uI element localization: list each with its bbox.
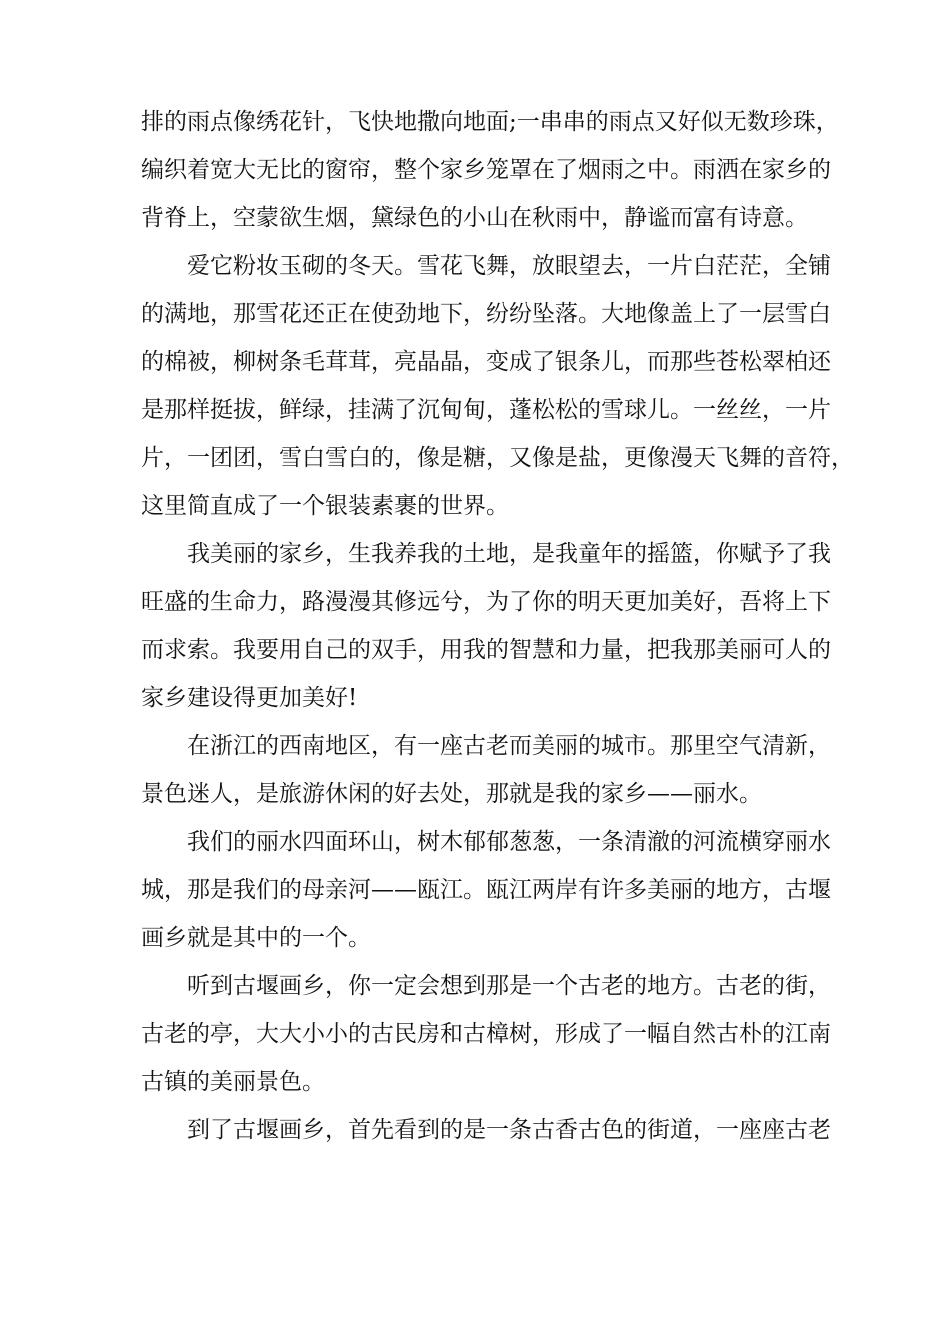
text-line: 的满地，那雪花还正在使劲地下，纷纷坠落。大地像盖上了一层雪白 xyxy=(141,301,831,327)
paragraph-first-line: 到了古堰画乡，首先看到的是一条古香古色的街道，一座座古老 xyxy=(187,1117,831,1143)
text-line: 是那样挺拔，鲜绿，挂满了沉甸甸，蓬松松的雪球儿。一丝丝，一片 xyxy=(141,397,831,423)
text-line: 这里简直成了一个银装素裹的世界。 xyxy=(141,493,509,519)
text-line: 背脊上，空蒙欲生烟，黛绿色的小山在秋雨中，静谧而富有诗意。 xyxy=(141,205,808,231)
text-line: 景色迷人，是旅游休闲的好去处，那就是我的家乡——丽水。 xyxy=(141,781,762,807)
paragraph-first-line: 听到古堰画乡，你一定会想到那是一个古老的地方。古老的街， xyxy=(187,973,831,999)
text-line: 城，那是我们的母亲河——瓯江。瓯江两岸有许多美丽的地方，古堰 xyxy=(141,877,831,903)
text-line: 家乡建设得更加美好! xyxy=(141,685,358,711)
paragraph-first-line: 我们的丽水四面环山，树木郁郁葱葱，一条清澈的河流横穿丽水 xyxy=(187,829,831,855)
text-line: 而求索。我要用自己的双手，用我的智慧和力量，把我那美丽可人的 xyxy=(141,637,831,663)
paragraph-first-line: 在浙江的西南地区，有一座古老而美丽的城市。那里空气清新， xyxy=(187,733,831,759)
document-body xyxy=(141,98,854,1154)
text-line: 画乡就是其中的一个。 xyxy=(141,925,371,951)
text-line: 旺盛的生命力，路漫漫其修远兮，为了你的明天更加美好，吾将上下 xyxy=(141,589,831,615)
text-line: 编织着宽大无比的窗帘，整个家乡笼罩在了烟雨之中。雨洒在家乡的 xyxy=(141,157,831,183)
paragraph-first-line: 爱它粉妆玉砌的冬天。雪花飞舞，放眼望去，一片白茫茫，全铺 xyxy=(187,253,831,279)
text-line: 古镇的美丽景色。 xyxy=(141,1069,325,1095)
text-line: 古老的亭，大大小小的古民房和古樟树，形成了一幅自然古朴的江南 xyxy=(141,1021,831,1047)
text-line: 的棉被，柳树条毛茸茸，亮晶晶，变成了银条儿，而那些苍松翠柏还 xyxy=(141,349,831,375)
paragraph-first-line: 我美丽的家乡，生我养我的土地，是我童年的摇篮，你赋予了我 xyxy=(187,541,831,567)
text-line: 排的雨点像绣花针，飞快地撒向地面;一串串的雨点又好似无数珍珠， xyxy=(141,109,839,135)
text-line: 片，一团团，雪白雪白的，像是糖，又像是盐，更像漫天飞舞的音符， xyxy=(141,445,854,471)
